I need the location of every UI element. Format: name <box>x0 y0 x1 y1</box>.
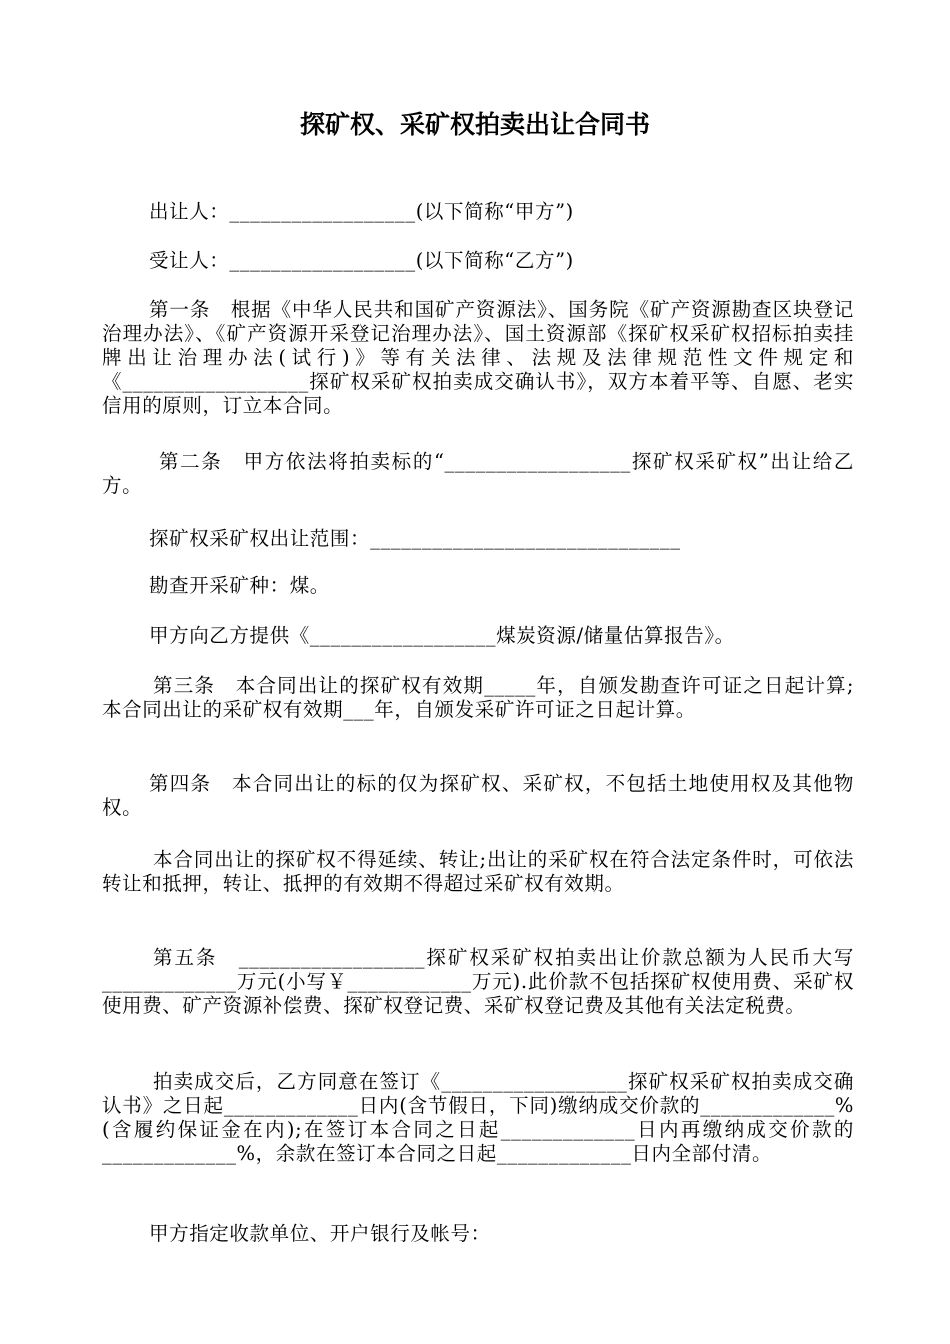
paragraph-bank-account: 甲方指定收款单位、开户银行及帐号： <box>149 1222 491 1245</box>
paragraph-transfer-restrictions: 本合同出让的探矿权不得延续、转让;出让的采矿权在符合法定条件时，可依法转让和抵押，转让、抵押的有效期不得超过采矿权有效期。 <box>102 848 854 895</box>
paragraph-article-2: 第二条 甲方依法将拍卖标的“__________________探矿权采矿权”出让给乙方。 <box>102 450 854 497</box>
paragraph-transferor: 出让人：__________________(以下简称“甲方”) <box>149 200 574 223</box>
paragraph-transferee: 受让人：__________________(以下简称“乙方”) <box>149 249 574 272</box>
paragraph-transfer-scope: 探矿权采矿权出让范围：______________________________ <box>149 527 681 550</box>
document-title: 探矿权、采矿权拍卖出让合同书 <box>299 110 650 139</box>
paragraph-mineral-type: 勘查开采矿种：煤。 <box>149 574 330 597</box>
paragraph-payment-terms: 拍卖成交后，乙方同意在签订《__________________探矿权采矿权拍卖成交确认书》之日起_____________日内(含节假日，下同)缴纳成交价款的_____________%(含履约保证金在内);在签订本合同之日起_____________日内再缴纳成交价款的_____________%，余款在签订本合同之日起_____________日内全部付清。 <box>102 1070 854 1165</box>
paragraph-article-5: 第五条 __________________探矿权采矿权拍卖出让价款总额为人民币大写_____________万元(小写￥____________万元).此价款不包括探矿权使用费、采矿权使用费、矿产资源补偿费、探矿权登记费、采矿权登记费及其他有关法定税费。 <box>102 946 854 1017</box>
paragraph-reserve-report: 甲方向乙方提供《__________________煤炭资源/储量估算报告》。 <box>149 624 735 647</box>
paragraph-article-1: 第一条 根据《中华人民共和国矿产资源法》、国务院《矿产资源勘查区块登记治理办法》、《矿产资源开采登记治理办法》、国土资源部《探矿权采矿权招标拍卖挂牌出让治理办法(试行)》等有关法律、法规及法律规范性文件规定和《__________________探矿权采矿权拍卖成交确认书》，双方本着平等、自愿、老实信用的原则，订立本合同。 <box>102 298 854 417</box>
paragraph-article-3: 第三条 本合同出让的探矿权有效期_____年，自颁发勘查许可证之日起计算;本合同出让的采矿权有效期___年，自颁发采矿许可证之日起计算。 <box>102 674 854 721</box>
paragraph-article-4: 第四条 本合同出让的标的仅为探矿权、采矿权，不包括土地使用权及其他物权。 <box>102 772 854 819</box>
